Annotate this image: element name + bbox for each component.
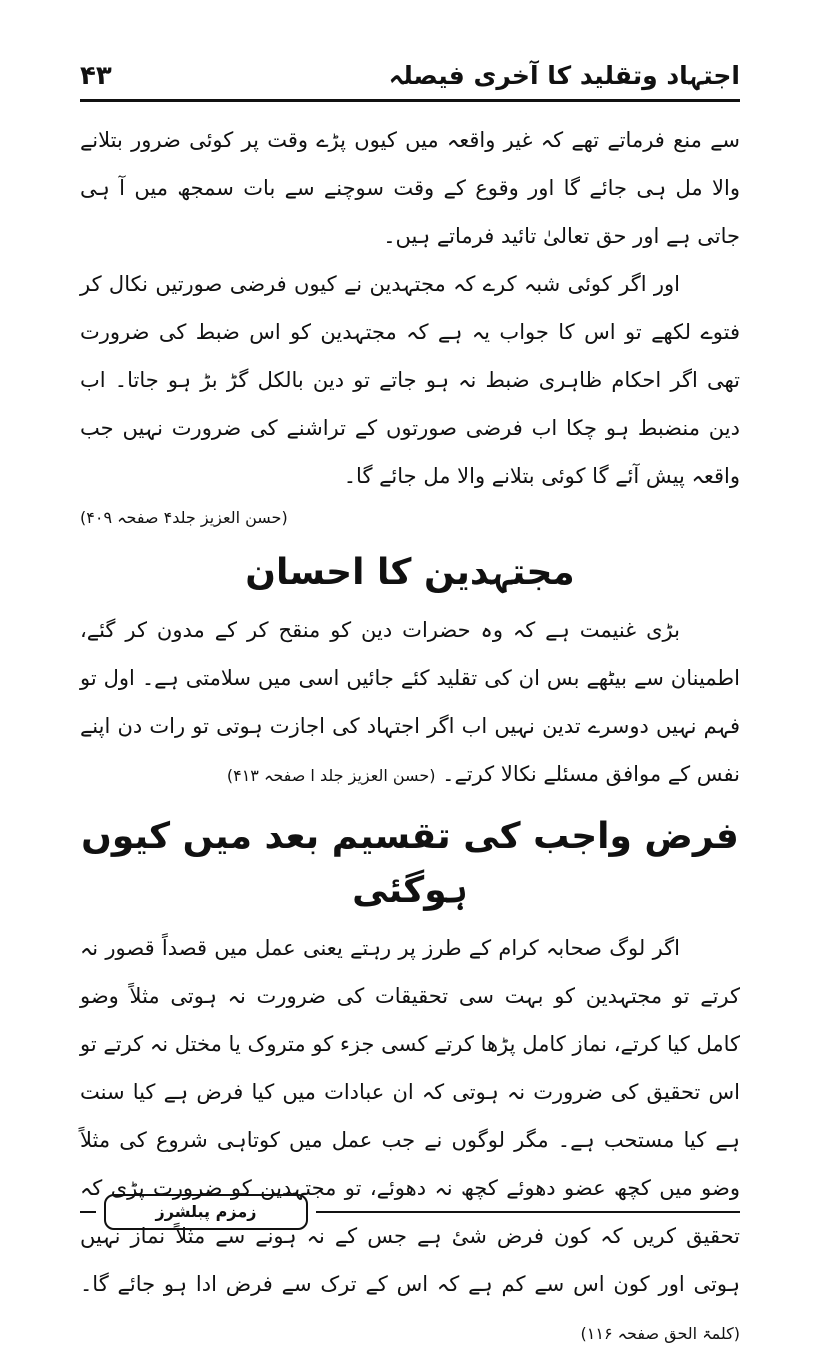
reference-citation: (حسن العزیز جلد ا صفحہ ۴۱۳) <box>226 766 436 785</box>
text-line: بیٹھے بس ان کی تقلید کئے جائیں اسی میں سلامتی ہے۔ اول تو فہم نہیں دوسرے تدین <box>80 666 740 738</box>
text-line: کوتاہی شروع کی مثلاً وضو میں کچھ عضو دھوئے کچھ نہ دھوئے، تو مجتہدین کو ضرورت <box>80 1128 741 1200</box>
page-header <box>80 56 740 102</box>
text-line: کون اس سے کم ہے کہ اس کے ترک سے فرض ادا ہو جائے گا۔ <box>80 1272 650 1296</box>
text-line: کرتے کسی جزء کو متروک یا مختل نہ کرتے تو اس تحقیق کی ضرورت نہ ہوتی کہ ان <box>80 1032 740 1104</box>
publisher-stamp: زمزم پبلشرز <box>104 1194 308 1230</box>
section-heading: فرض واجب کی تقسیم بعد میں کیوں ہوگئی <box>81 816 739 911</box>
header-rule <box>80 99 740 102</box>
section-heading: مجتہدین کا احسان <box>245 552 575 593</box>
text-line: نہیں اب اگر اجتہاد کی اجازت ہوتی تو رات دن اپنے نفس کے موافق مسئلے نکالا <box>80 714 740 786</box>
text-line: فرماتے ہیں۔ <box>383 224 495 248</box>
text-line: عبادات میں کیا فرض ہے کیا سنت ہے کیا مستحب ہے۔ مگر لوگوں نے جب عمل میں <box>80 1080 740 1152</box>
text-line: کو بہت سی تحقیقات کی ضرورت نہ ہوتی مثلاً وضو کامل کیا کرتے، نماز کامل پڑھا <box>80 984 740 1056</box>
paragraph-continuation <box>80 116 740 260</box>
reference-citation: (حسن العزیز جلد۴ صفحہ ۴۰۹) <box>80 508 288 527</box>
footer-rule <box>316 1211 740 1213</box>
reference-citation: (کلمۃ الحق صفحہ ۱۱۶) <box>580 1324 740 1343</box>
text-line: پڑی کہ تحقیق کریں کہ کون فرض شیٔ ہے جس کے نہ ہونے سے مثلاً نماز نہیں ہوتی اور <box>80 1176 741 1296</box>
text-line: بڑی غنیمت ہے کہ وہ حضرات دین کو منقح کر کے مدون کر گئے، اطمینان سے <box>80 618 740 690</box>
footer-rule <box>80 1211 96 1213</box>
page-number: ۴۳ <box>80 61 112 91</box>
text-line: تراشنے کی ضرورت نہیں جب واقعہ پیش آئے گا کوئی بتلانے والا مل جائے گا۔ <box>80 416 740 488</box>
text-line: جائے گا اور وقوع کے وقت سوچنے سے بات سمجھ میں آ ہی جاتی ہے اور حق تعالیٰ تائید <box>80 176 740 248</box>
text-line: جاتے تو دین بالکل گڑ بڑ ہو جاتا۔ اب دین منضبط ہو چکا اب فرضی صورتوں کے <box>80 368 740 440</box>
text-line: اگر لوگ صحابہ کرام کے طرز پر رہتے یعنی عمل میں قصداً قصور نہ کرتے تو مجتہدین <box>80 936 740 1008</box>
page-body <box>80 116 740 1358</box>
page-footer <box>80 1192 740 1232</box>
text-line: اس کا جواب یہ ہے کہ مجتہدین کو اس ضبط کی ضرورت تھی اگر احکام ظاہری ضبط نہ ہو <box>80 320 740 392</box>
text-line: سے منع فرماتے تھے کہ غیر واقعہ میں کیوں پڑے وقت پر کوئی ضرور بتلانے والا مل ہی <box>80 128 740 200</box>
paragraph-mujtahidin-favor <box>80 606 740 800</box>
paragraph-objection <box>80 260 740 500</box>
paragraph-fard-wajib <box>80 924 740 1358</box>
text-line: اور اگر کوئی شبہ کرے کہ مجتہدین نے کیوں فرضی صورتیں نکال کر فتوے لکھے تو <box>80 272 740 344</box>
running-title: اجتہاد وتقلید کا آخری فیصلہ <box>388 61 740 90</box>
text-line: کرتے۔ <box>442 762 495 786</box>
